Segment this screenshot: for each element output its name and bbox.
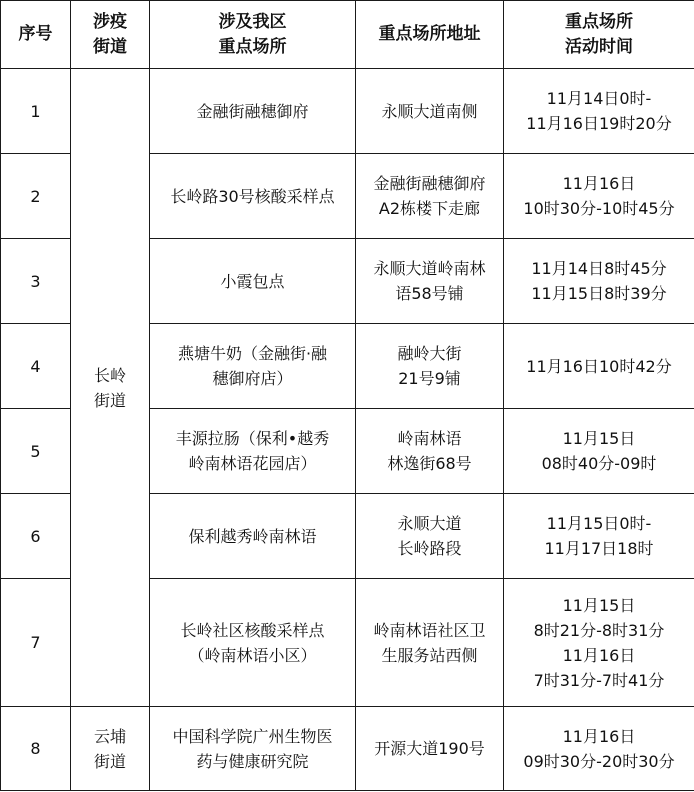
cell-street-changling: [71, 69, 150, 707]
cell-line: 中国科学院广州生物医: [172, 726, 333, 746]
cell-line: 11月15日: [562, 595, 636, 615]
cell-no: 7: [1, 579, 71, 707]
cell-line: 7时31分-7时41分: [533, 670, 665, 690]
cell-line: 药与健康研究院: [196, 751, 309, 771]
cell-place: [150, 154, 356, 239]
cell-time: [504, 579, 694, 707]
header-place: [150, 1, 356, 69]
cell-line: 岭南林语花园店）: [188, 454, 317, 473]
cell-no: 2: [1, 154, 71, 239]
cell-line: 长岭社区核酸采样点: [180, 620, 325, 640]
cell-line: 开源大道190号: [374, 739, 485, 758]
cell-place: [150, 324, 356, 409]
cell-line: 穗御府店）: [212, 369, 293, 388]
cell-line: 重点场所: [218, 36, 287, 57]
cell-line: 街道: [93, 36, 127, 57]
cell-line: 街道: [93, 390, 126, 410]
cell-line: 涉及我区: [218, 11, 287, 32]
cell-line: A2栋楼下走廊: [378, 199, 481, 218]
cell-line: 11月15日8时39分: [531, 284, 667, 303]
cell-line: 重点场所地址: [378, 24, 481, 44]
header-street: [71, 1, 150, 69]
cell-line: 21号9铺: [398, 369, 461, 388]
table-row: [1, 69, 694, 154]
cell-place: [150, 494, 356, 579]
cell-line: 生服务站西侧: [381, 645, 478, 665]
cell-no: 8: [1, 707, 71, 791]
cell-line: 11月16日: [562, 645, 636, 665]
table-body: [1, 69, 694, 791]
cell-line: 街道: [93, 751, 126, 771]
cell-address: [356, 409, 504, 494]
cell-line: 丰源拉肠（保利•越秀: [175, 429, 330, 448]
cell-line: 序号: [18, 24, 53, 44]
cell-line: 11月16日: [562, 174, 636, 193]
cell-line: 11月14日8时45分: [531, 259, 667, 278]
cell-time: [504, 239, 694, 324]
cell-line: 长岭路段: [397, 539, 462, 558]
cell-no: 6: [1, 494, 71, 579]
cell-time: [504, 69, 694, 154]
cell-address: [356, 494, 504, 579]
cell-line: 金融街融穗御府: [196, 101, 309, 121]
cell-no: 5: [1, 409, 71, 494]
cell-line: 11月14日0时-: [546, 89, 652, 108]
cell-address: [356, 324, 504, 409]
cell-street-yunpu: [71, 707, 150, 791]
cell-line: 岭南林语: [397, 429, 462, 448]
cell-time: [504, 707, 694, 791]
cell-line: 融岭大街: [397, 344, 462, 363]
cell-line: 11月15日: [562, 429, 636, 448]
cell-line: 11月17日18时: [544, 539, 654, 558]
cell-time: [504, 324, 694, 409]
cell-line: 林逸街68号: [387, 454, 472, 473]
cell-line: 永顺大道: [397, 514, 462, 533]
cell-line: 11月16日19时20分: [526, 114, 672, 133]
cell-line: （岭南林语小区）: [188, 645, 317, 665]
cell-line: 长岭: [93, 365, 126, 385]
cell-place: [150, 239, 356, 324]
cell-line: 11月16日10时42分: [526, 356, 672, 376]
cell-line: 保利越秀岭南林语: [188, 526, 317, 546]
cell-time: [504, 154, 694, 239]
cell-line: 永顺大道岭南林: [373, 259, 486, 278]
cell-line: 小霞包点: [220, 271, 285, 291]
cell-place: [150, 69, 356, 154]
table-row: [1, 707, 694, 791]
cell-address: [356, 154, 504, 239]
cell-address: [356, 69, 504, 154]
cell-line: 11月15日0时-: [546, 514, 652, 533]
cell-line: 长岭路30号核酸采样点: [170, 186, 335, 206]
cell-line: 活动时间: [565, 36, 633, 57]
cell-address: [356, 707, 504, 791]
cell-line: 金融街融穗御府: [373, 174, 486, 193]
cell-line: 燕塘牛奶（金融街·融: [177, 344, 328, 363]
cell-line: 语58号铺: [395, 284, 464, 303]
cell-no: 4: [1, 324, 71, 409]
cell-time: [504, 494, 694, 579]
cell-place: [150, 579, 356, 707]
cell-line: 10时30分-10时45分: [523, 199, 675, 218]
cell-address: [356, 239, 504, 324]
table-header-row: [1, 1, 694, 69]
cell-no: 3: [1, 239, 71, 324]
header-address: [356, 1, 504, 69]
header-no: [1, 1, 71, 69]
header-time: [504, 1, 694, 69]
cell-line: 08时40分-09时: [541, 454, 657, 473]
cell-line: 岭南林语社区卫: [373, 620, 486, 640]
cell-line: 09时30分-20时30分: [523, 751, 675, 771]
cell-place: [150, 409, 356, 494]
cell-line: 8时21分-8时31分: [533, 620, 665, 640]
cell-no: 1: [1, 69, 71, 154]
cell-line: 永顺大道南侧: [381, 101, 478, 121]
cell-line: 11月16日: [562, 726, 636, 746]
cell-line: 云埔: [93, 726, 126, 746]
cell-line: 重点场所: [565, 11, 633, 32]
cell-address: [356, 579, 504, 707]
cell-time: [504, 409, 694, 494]
cell-line: 涉疫: [93, 11, 127, 32]
cell-place: [150, 707, 356, 791]
